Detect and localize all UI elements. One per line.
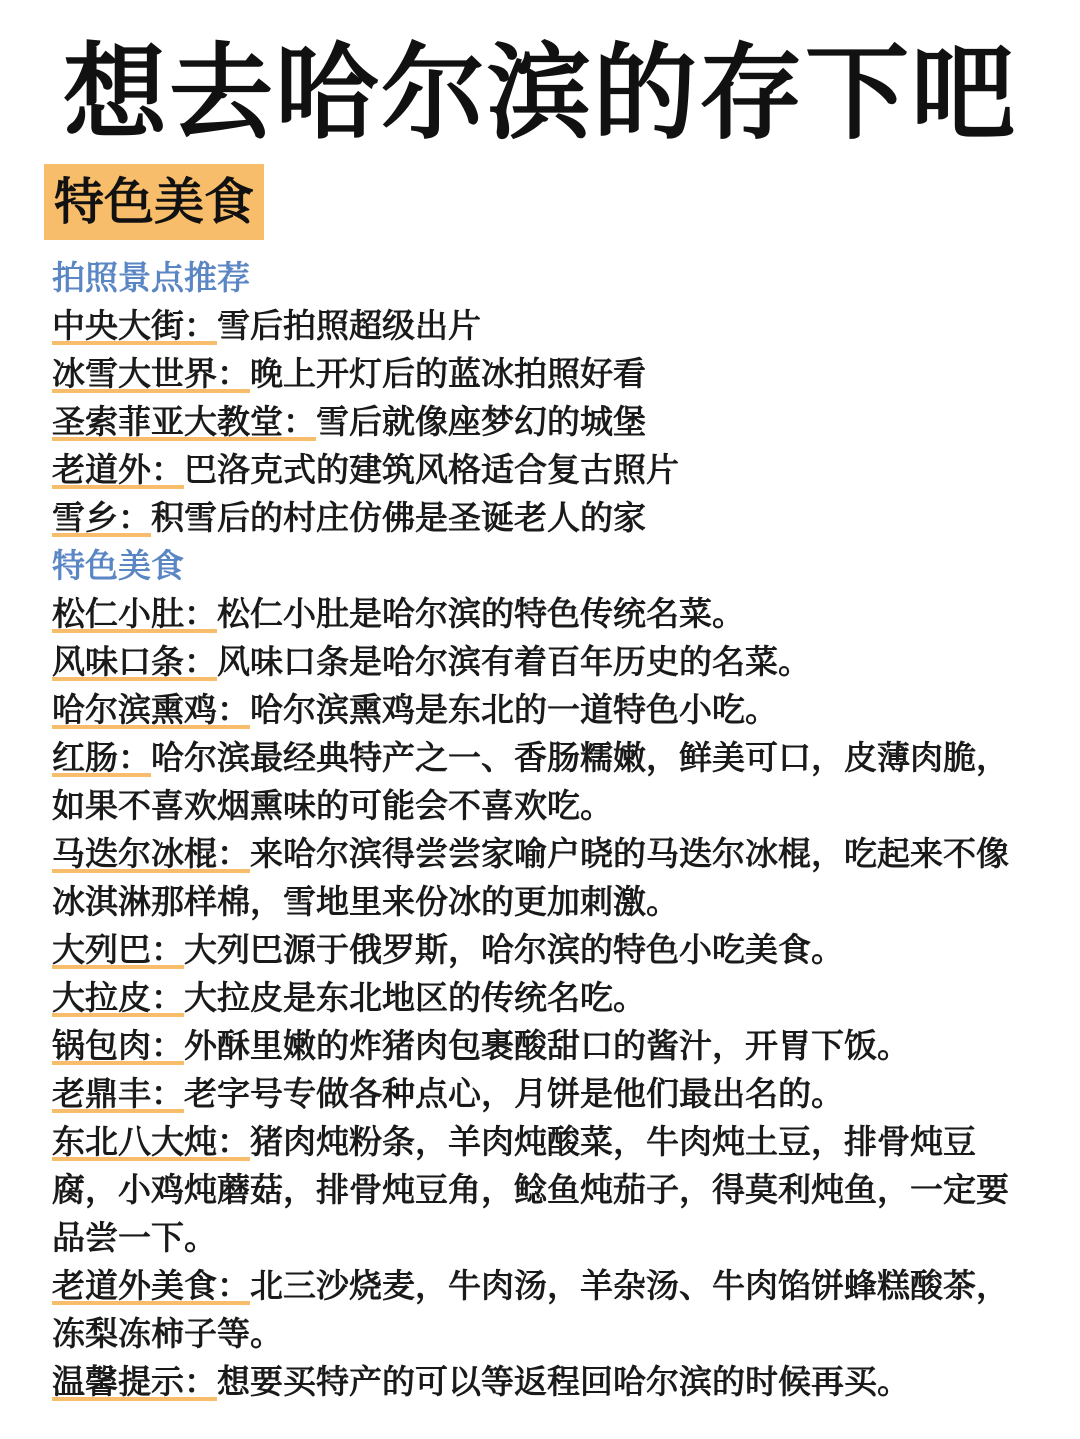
item-term: 老道外美食： (52, 1266, 250, 1305)
item-desc: 大拉皮是东北地区的传统名吃。 (184, 978, 646, 1017)
item-term: 老鼎丰： (52, 1074, 184, 1113)
item-desc: 外酥里嫩的炸猪肉包裹酸甜口的酱汁，开胃下饭。 (184, 1026, 910, 1065)
item-term: 风味口条： (52, 642, 217, 681)
list-item (52, 734, 1022, 830)
list-item (52, 1358, 1022, 1406)
item-desc: 巴洛克式的建筑风格适合复古照片 (184, 450, 679, 489)
item-desc: 老字号专做各种点心，月饼是他们最出名的。 (184, 1074, 844, 1113)
item-desc: 想要买特产的可以等返程回哈尔滨的时候再买。 (217, 1362, 910, 1401)
item-term: 温馨提示： (52, 1362, 217, 1401)
item-desc: 北三沙烧麦，牛肉汤，羊杂汤、牛肉馅饼蜂糕酸茶，冻梨冻柿子等。 (52, 1266, 1009, 1353)
item-desc: 雪后就像座梦幻的城堡 (316, 402, 646, 441)
list-item (52, 350, 1022, 398)
section-heading-photo-spots: 拍照景点推荐 (52, 258, 250, 297)
item-term: 红肠： (52, 738, 151, 777)
item-term: 圣索菲亚大教堂： (52, 402, 316, 441)
item-term: 冰雪大世界： (52, 354, 250, 393)
item-desc: 猪肉炖粉条，羊肉炖酸菜，牛肉炖土豆，排骨炖豆腐，小鸡炖蘑菇，排骨炖豆角，鲶鱼炖茄子，得莫利炖鱼，一定要品尝一下。 (52, 1122, 1009, 1257)
list-item (52, 590, 1022, 638)
item-term: 马迭尔冰棍： (52, 834, 250, 873)
list-item (52, 446, 1022, 494)
category-badge: 特色美食 (44, 164, 264, 240)
page-title: 想去哈尔滨的存下吧 (62, 32, 1017, 154)
list-item (52, 1118, 1022, 1262)
list-item (52, 638, 1022, 686)
item-term: 老道外： (52, 450, 184, 489)
list-item (52, 1262, 1022, 1358)
item-term: 东北八大炖： (52, 1122, 250, 1161)
list-item (52, 1070, 1022, 1118)
list-item (52, 494, 1022, 542)
item-term: 大拉皮： (52, 978, 184, 1017)
list-item (52, 398, 1022, 446)
item-term: 松仁小肚： (52, 594, 217, 633)
item-desc: 来哈尔滨得尝尝家喻户晓的马迭尔冰棍，吃起来不像冰淇淋那样棉，雪地里来份冰的更加刺激。 (52, 834, 1009, 921)
item-desc: 大列巴源于俄罗斯，哈尔滨的特色小吃美食。 (184, 930, 844, 969)
item-desc: 哈尔滨最经典特产之一、香肠糯嫩，鲜美可口，皮薄肉脆，如果不喜欢烟熏味的可能会不喜欢吃。 (52, 738, 1009, 825)
item-desc: 雪后拍照超级出片 (217, 306, 481, 345)
item-desc: 积雪后的村庄仿佛是圣诞老人的家 (151, 498, 646, 537)
item-term: 大列巴： (52, 930, 184, 969)
list-item (52, 974, 1022, 1022)
item-term: 中央大街： (52, 306, 217, 345)
content-body (52, 254, 1022, 1406)
item-term: 雪乡： (52, 498, 151, 537)
item-term: 哈尔滨熏鸡： (52, 690, 250, 729)
item-desc: 风味口条是哈尔滨有着百年历史的名菜。 (217, 642, 811, 681)
list-item (52, 926, 1022, 974)
item-term: 锅包肉： (52, 1026, 184, 1065)
item-desc: 晚上开灯后的蓝冰拍照好看 (250, 354, 646, 393)
item-desc: 哈尔滨熏鸡是东北的一道特色小吃。 (250, 690, 778, 729)
item-desc: 松仁小肚是哈尔滨的特色传统名菜。 (217, 594, 745, 633)
list-item (52, 1022, 1022, 1070)
list-item (52, 686, 1022, 734)
list-item (52, 302, 1022, 350)
list-item (52, 830, 1022, 926)
section-heading-food: 特色美食 (52, 546, 184, 585)
